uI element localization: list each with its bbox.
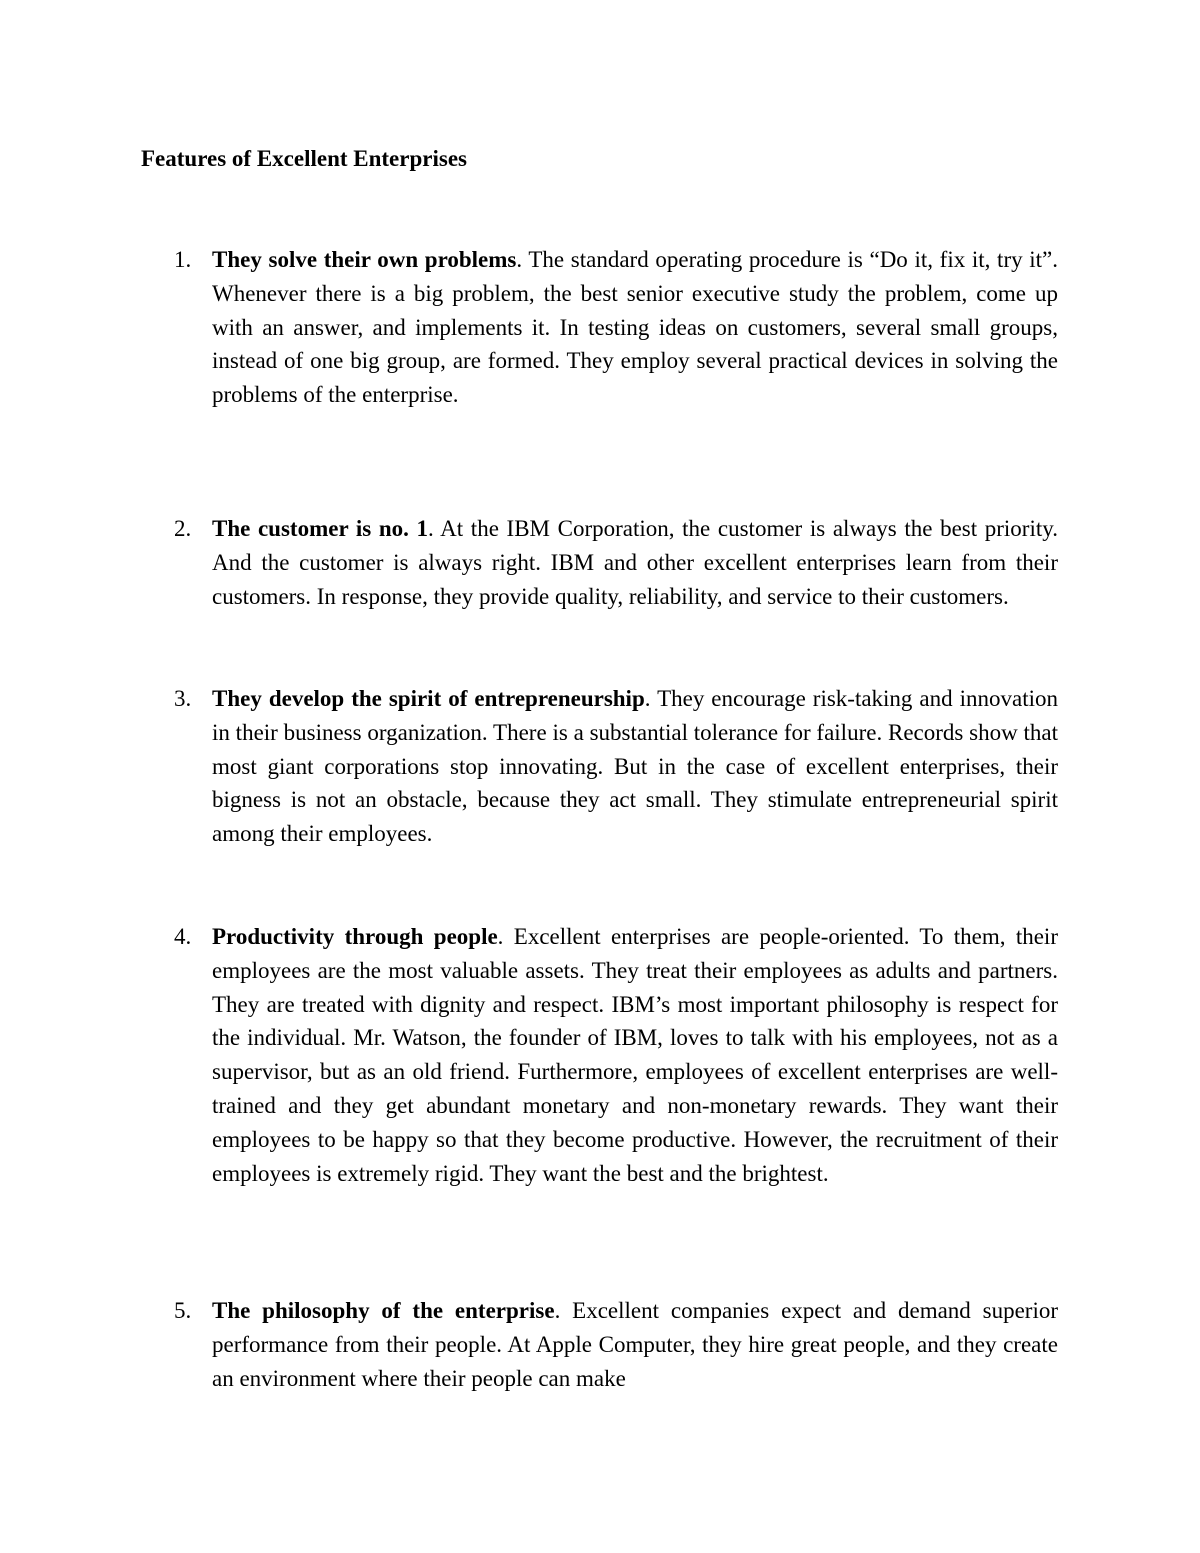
list-item-body: . Excellent companies expect and demand superior performance from their people. At Apple Computer, they hire great people, and they create an environment where their people can make [212,1298,1059,1391]
list-item-body: . Excellent enterprises are people-oriented. To them, their employees are the most valuable assets. They treat their employees as adults and partners. They are treated with dignity and respect. IBM’s most important philosophy is respect for the individual. Mr. Watson, the founder of IBM, loves to talk with his employees, not as a supervisor, but as an old friend. Furthermore, employees of excellent enterprises are well-trained and they get abundant monetary and non-monetary rewards. They want their employees to be happy so that they become productive. However, the recruitment of their employees is extremely rigid. They want the best and the brightest. [212,924,1058,1186]
list-item-text [212,243,1058,412]
list-item-heading: Productivity through people [212,924,498,949]
list-item-body: . The standard operating procedure is “Do it, fix it, try it”. Whenever there is a big problem, the best senior executive study the problem, come up with an answer, and implements it. In testing ideas on customers, several small groups, instead of one big group, are formed. They employ several practical devices in solving the problems of the enterprise. [212,247,1059,408]
list-item-number: 5. [174,1298,192,1323]
list-item-number: 4. [174,924,192,949]
list-item-heading: The philosophy of the enterprise [212,1298,555,1323]
list-item-number: 3. [174,686,192,711]
list-item-heading: They develop the spirit of entrepreneurship [212,686,645,711]
list-item-body: . They encourage risk-taking and innovation in their business organization. There is a substantial tolerance for failure. Records show that most giant corporations stop innovating. But in the case of excellent enterprises, their bigness is not an obstacle, because they act small. They stimulate entrepreneurial spirit among their employees. [212,686,1058,847]
list-item-text [212,512,1058,613]
page-title: Features of Excellent Enterprises [141,146,467,171]
list-item-number: 2. [174,516,192,541]
list-item-text [212,920,1058,1190]
list-item-text [212,1294,1058,1395]
list-item-number: 1. [174,247,192,272]
list-item-text [212,682,1058,851]
list-item-heading: They solve their own problems [212,247,517,272]
list-item-body: . At the IBM Corporation, the customer is always the best priority. And the customer is always right. IBM and other excellent enterprises learn from their customers. In response, they provide quality, reliability, and service to their customers. [212,516,1058,609]
list-item-heading: The customer is no. 1 [212,516,429,541]
